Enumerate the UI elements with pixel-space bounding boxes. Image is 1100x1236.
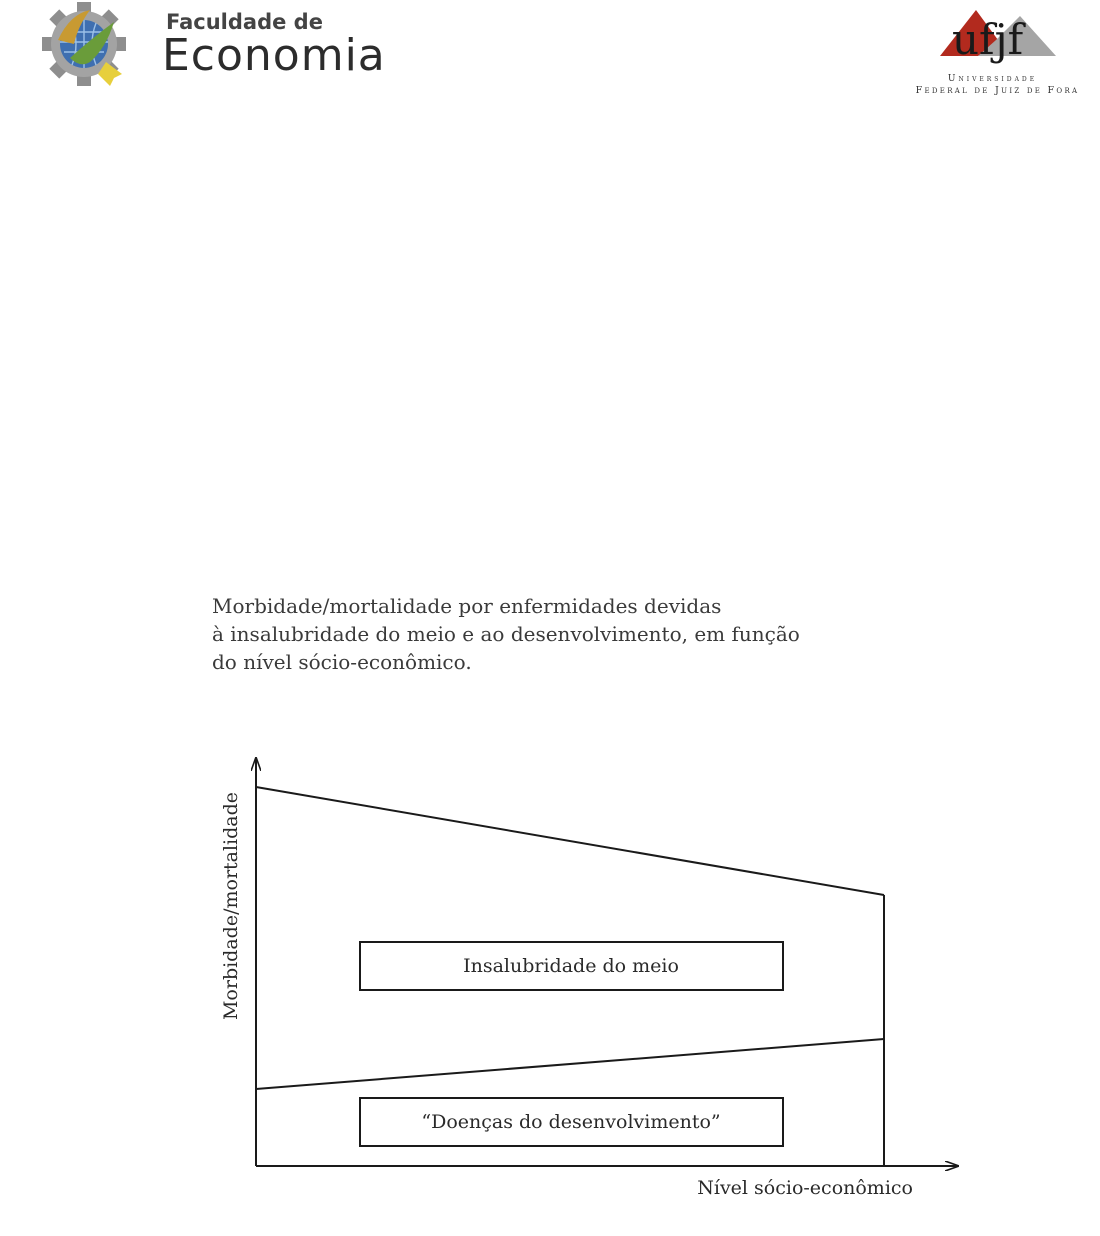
y-axis-label: Morbidade/mortalidade (220, 791, 242, 1021)
ufjf-universidade: Universidade (947, 74, 1038, 84)
logo-text-faculdade: Faculdade de (166, 10, 323, 34)
x-axis-label: Nível sócio-econômico (697, 1177, 913, 1199)
ufjf-federal-juiz-de-fora: Federal de Juiz de Fora (915, 85, 1080, 96)
figure-title-line-3: do nível sócio-econômico. (212, 650, 472, 674)
figure-title-line-2: à insalubridade do meio e ao desenvolvimento, em função (212, 622, 800, 646)
figure-title-line-1: Morbidade/mortalidade por enfermidades devidas (212, 594, 722, 618)
logo-text-economia: Economia (162, 30, 386, 81)
ufjf-wordmark: ufjf (952, 15, 1024, 64)
upper-region-label: Insalubridade do meio (463, 955, 679, 977)
upper-boundary-line (256, 787, 884, 895)
lower-region-label: “Doenças do desenvolvimento” (421, 1111, 721, 1133)
middle-boundary-line (256, 1039, 884, 1089)
